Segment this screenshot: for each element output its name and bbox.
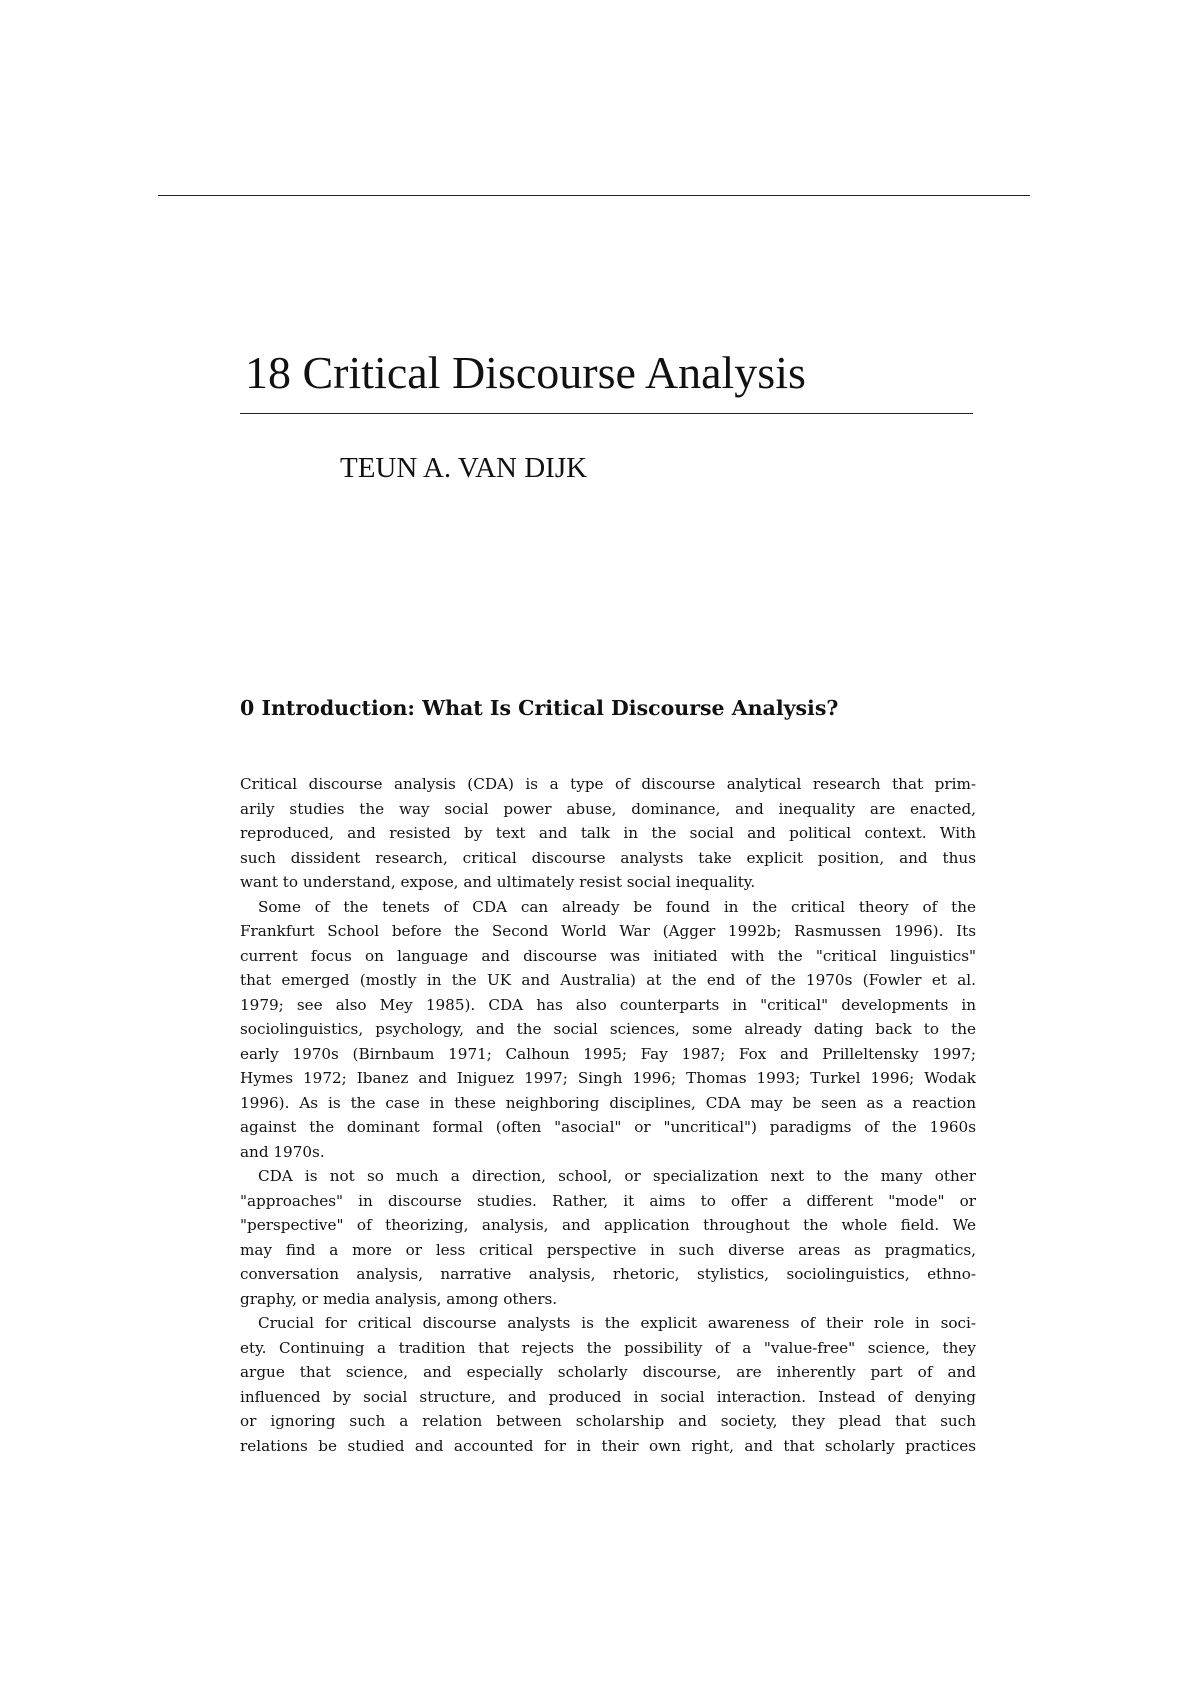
text-line: conversation analysis, narrative analysis, rhetoric, stylistics, sociolinguistics, ethno-: [240, 1265, 976, 1283]
text-line: "approaches" in discourse studies. Rather, it aims to offer a different "mode" or: [240, 1191, 976, 1210]
text-line: relations be studied and accounted for in their own right, and that scholarly practices: [240, 1436, 976, 1455]
text-line: Some of the tenets of CDA can already be found in the critical theory of the: [258, 897, 976, 916]
text-line: 1979; see also Mey 1985). CDA has also counterparts in "critical" developments in: [240, 995, 976, 1014]
section-heading: 0 Introduction: What Is Critical Discourse Analysis?: [240, 696, 839, 720]
text-line: argue that science, and especially scholarly discourse, are inherently part of and: [240, 1363, 976, 1381]
text-line: Frankfurt School before the Second World War (Agger 1992b; Rasmussen 1996). Its: [240, 922, 976, 940]
text-line: against the dominant formal (often "asocial" or "uncritical") paradigms of the 1960s: [240, 1118, 976, 1136]
text-line: sociolinguistics, psychology, and the social sciences, some already dating back to the: [240, 1020, 976, 1038]
text-line: or ignoring such a relation between scholarship and society, they plead that such: [240, 1412, 976, 1430]
text-line: early 1970s (Birnbaum 1971; Calhoun 1995; Fay 1987; Fox and Prilleltensky 1997;: [240, 1044, 976, 1063]
text-line: reproduced, and resisted by text and talk in the social and political context. With: [240, 824, 976, 842]
text-line: want to understand, expose, and ultimately resist social inequality.: [240, 873, 756, 891]
paragraph-4: [240, 1311, 976, 1458]
top-rule: [158, 195, 1030, 196]
paragraph-1: [240, 772, 976, 895]
text-line: such dissident research, critical discourse analysts take explicit position, and thus: [240, 848, 976, 867]
text-line: that emerged (mostly in the UK and Australia) at the end of the 1970s (Fowler et al.: [240, 971, 976, 989]
text-line: and 1970s.: [240, 1142, 325, 1161]
chapter-author: TEUN A. VAN DIJK: [340, 452, 588, 484]
text-line: ety. Continuing a tradition that rejects the possibility of a "value-free" science, they: [240, 1338, 976, 1357]
paragraph-3: [240, 1164, 976, 1311]
text-line: graphy, or media analysis, among others.: [240, 1289, 558, 1308]
text-line: Critical discourse analysis (CDA) is a type of discourse analytical research that prim-: [240, 775, 976, 793]
paragraph-2: [240, 895, 976, 1165]
text-line: Crucial for critical discourse analysts is the explicit awareness of their role in soci-: [258, 1314, 976, 1332]
body-text: [240, 772, 976, 1458]
text-line: "perspective" of theorizing, analysis, and application throughout the whole field. We: [240, 1216, 976, 1234]
text-line: Hymes 1972; Ibanez and Iniguez 1997; Singh 1996; Thomas 1993; Turkel 1996; Wodak: [240, 1069, 976, 1087]
text-line: CDA is not so much a direction, school, or specialization next to the many other: [258, 1167, 976, 1185]
text-line: arily studies the way social power abuse, dominance, and inequality are enacted,: [240, 799, 976, 818]
text-line: current focus on language and discourse was initiated with the "critical linguistics": [240, 946, 976, 965]
text-line: may find a more or less critical perspective in such diverse areas as pragmatics,: [240, 1240, 976, 1259]
chapter-title: 18 Critical Discourse Analysis: [245, 347, 806, 398]
text-line: influenced by social structure, and produced in social interaction. Instead of denying: [240, 1387, 976, 1406]
text-line: 1996). As is the case in these neighboring disciplines, CDA may be seen as a reaction: [240, 1093, 976, 1112]
title-rule: [240, 413, 973, 414]
